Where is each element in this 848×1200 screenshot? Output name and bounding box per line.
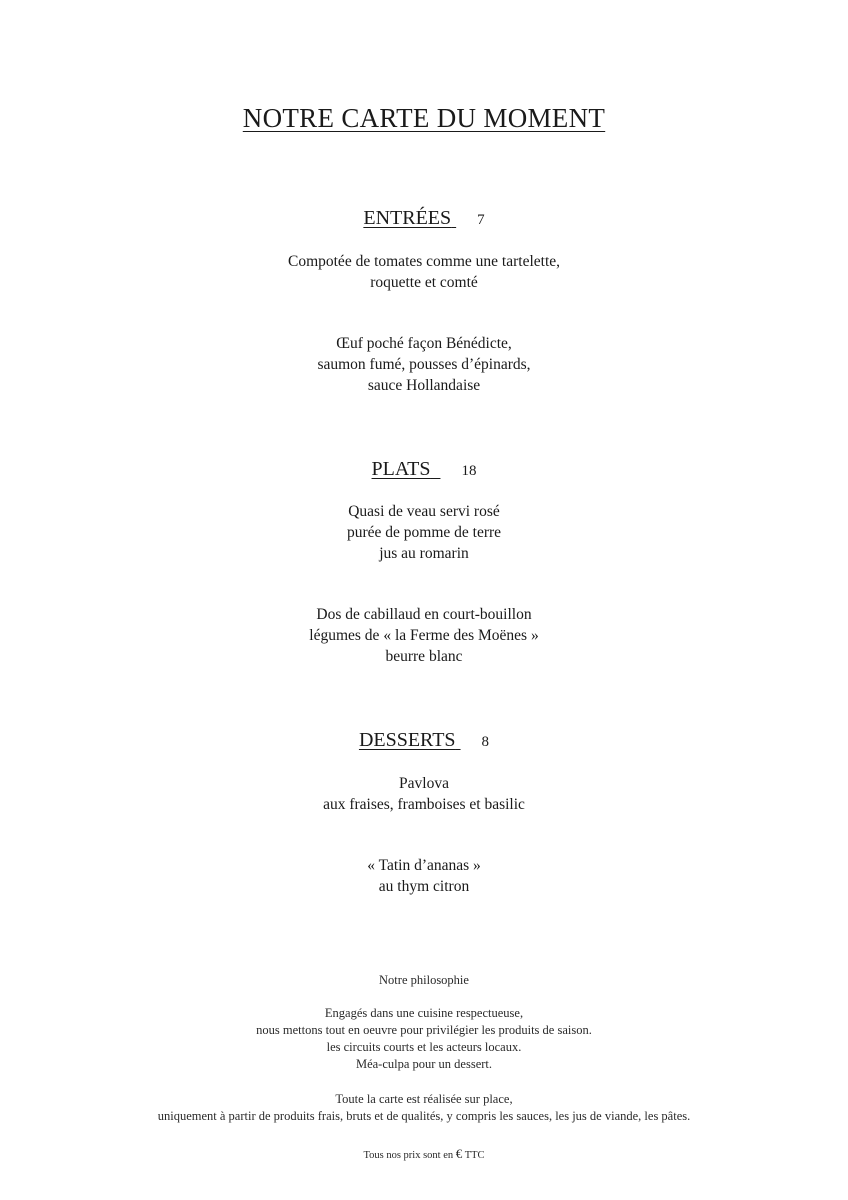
- footnote-text: Tous nos prix sont en: [363, 1150, 454, 1161]
- menu-item-line: roquette et comté: [370, 274, 478, 291]
- menu-item: [0, 773, 848, 815]
- philosophy-line: uniquement à partir de produits frais, bruts et de qualités, y compris les sauces, les jus de viande, les pâtes.: [157, 1109, 691, 1123]
- menu-item: [0, 855, 848, 897]
- philosophy-paragraph: [0, 1005, 848, 1073]
- menu-item-line: « Tatin d’ananas »: [367, 857, 481, 874]
- menu-item: [0, 501, 848, 564]
- menu-item-line: Œuf poché façon Bénédicte,: [336, 335, 512, 352]
- section-price: 8: [481, 734, 490, 750]
- menu-item-line: aux fraises, framboises et basilic: [323, 796, 525, 813]
- footnote-suffix: TTC: [464, 1150, 485, 1161]
- philosophy-heading: [0, 972, 848, 989]
- menu-item: [0, 251, 848, 293]
- section-price: 7: [477, 212, 485, 228]
- menu-item-line: Dos de cabillaud en court-bouillon: [316, 606, 532, 623]
- menu-item-line: Pavlova: [399, 775, 449, 792]
- euro-symbol: €: [455, 1146, 463, 1161]
- philosophy-line: Méa-culpa pour un dessert.: [355, 1057, 493, 1071]
- section-name: ENTRÉES: [363, 207, 452, 229]
- menu-item-line: Quasi de veau servi rosé: [348, 503, 500, 520]
- menu-title-text: NOTRE CARTE DU MOMENT: [242, 103, 606, 133]
- section-header-entrees: [0, 207, 848, 230]
- menu-item-line: purée de pomme de terre: [346, 524, 502, 541]
- philosophy-heading-text: Notre philosophie: [379, 973, 469, 987]
- menu-item-line: jus au romarin: [379, 545, 469, 562]
- philosophy-line: Toute la carte est réalisée sur place,: [335, 1092, 513, 1106]
- philosophy-line: Engagés dans une cuisine respectueuse,: [324, 1006, 524, 1020]
- philosophy-line: les circuits courts et les acteurs locaux.: [326, 1040, 522, 1054]
- section-price: 18: [461, 463, 477, 479]
- section-header-plats: [0, 458, 848, 481]
- menu-title: [0, 103, 848, 134]
- menu-item: [0, 604, 848, 667]
- menu-item-line: Compotée de tomates comme une tartelette,: [287, 253, 560, 270]
- menu-item-line: beurre blanc: [385, 648, 463, 665]
- menu-item-line: saumon fumé, pousses d’épinards,: [317, 356, 531, 373]
- philosophy-line: nous mettons tout en oeuvre pour privilégier les produits de saison.: [256, 1023, 592, 1037]
- menu-item-line: au thym citron: [378, 878, 470, 895]
- menu-item-line: légumes de « la Ferme des Moënes »: [309, 627, 539, 644]
- price-footnote: [0, 1146, 848, 1162]
- philosophy-paragraph: [0, 1091, 848, 1125]
- section-name: PLATS: [371, 458, 431, 480]
- section-name: DESSERTS: [358, 729, 456, 751]
- menu-item: [0, 333, 848, 396]
- section-header-desserts: [0, 729, 848, 752]
- menu-item-line: sauce Hollandaise: [367, 377, 481, 394]
